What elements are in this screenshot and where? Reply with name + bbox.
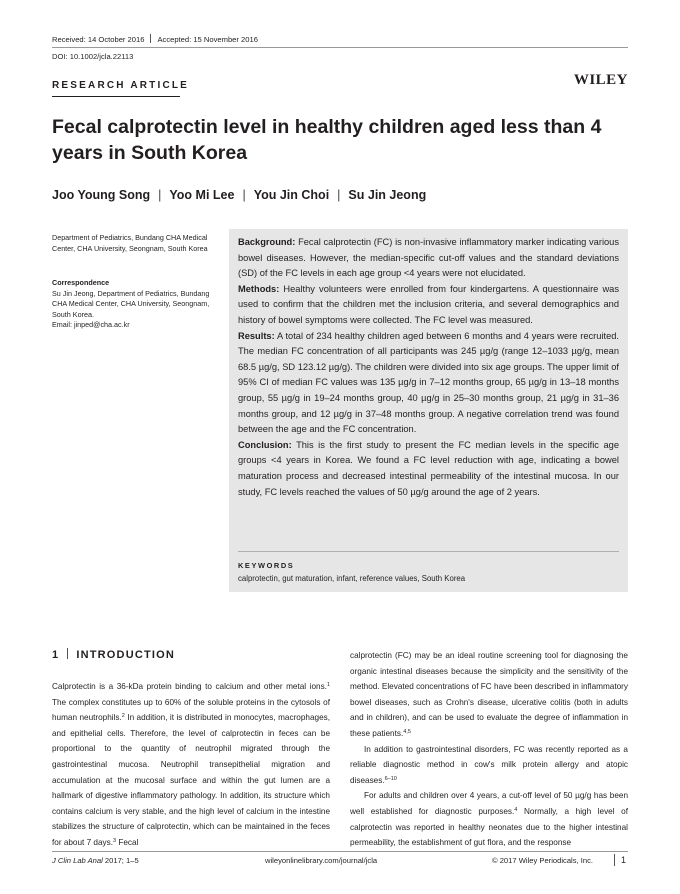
author: You Jin Choi — [253, 188, 330, 202]
article-dates — [52, 34, 258, 44]
author-separator: | — [158, 188, 162, 202]
abstract-results — [238, 329, 619, 438]
body-column-left — [52, 679, 330, 851]
citation: 1 — [326, 682, 330, 688]
header-rule — [52, 47, 628, 48]
citation: 6–10 — [384, 775, 397, 782]
doi: DOI: 10.1002/jcla.22113 — [52, 52, 134, 61]
background-text: Fecal calprotectin (FC) is non-invasive inflammatory marker indicating various bowel diseases. However, the median-specific cut-off values and the standard deviations (SD) of the FC levels in each age group <4 years were not elucidated. — [238, 237, 619, 279]
abstract-box — [229, 229, 628, 592]
author-list — [52, 188, 426, 202]
author: Joo Young Song — [52, 188, 151, 202]
results-text: A total of 234 healthy children aged between 6 months and 4 years were recruited. The median FC concentration of all participants was 245 µg/g (range 12–1033 µg/g, mean 68.5 µg/g, SD 123.12 µg/g). The children were divided into six age groups. The upper limit of 95% CI of median FC values was 135 µg/g in 7–12 months group, 65 µg/g in 13–18 months group, 55 µg/g in 19–24 months group, 40 µg/g in 25–30 months group, 21 µg/g in 31–36 months group, and 12 µg/g in 37–48 months group. A negative correlation trend was found between the age and the FC concentration. — [238, 330, 619, 435]
paragraph — [350, 788, 628, 850]
footer-rule — [52, 851, 628, 852]
section-heading — [52, 648, 175, 661]
text-run: For adults and children over 4 years, a cut-off level of 50 µg/g has been well established for diagnostic purposes. — [350, 791, 628, 816]
author: Yoo Mi Lee — [169, 188, 235, 202]
footer-citation — [52, 856, 139, 865]
text-run: Calprotectin is a 36-kDa protein binding to calcium and other metal ions. — [52, 682, 327, 691]
paragraph — [52, 679, 330, 851]
article-title: Fecal calprotectin level in healthy children aged less than 4 years in South Korea — [52, 116, 602, 164]
author-separator: | — [242, 188, 246, 202]
publisher-logo: WILEY — [573, 72, 628, 88]
text-run: calprotectin (FC) may be an ideal routine screening tool for diagnosing the organic intestinal diseases because the simplicity and the sensitivity of the method. Elevated concentrations of FC have been described in inflammatory bowel diseases, such as Crohn's disease, ulcerative colitis (both in adults and in children), and can be used to evaluate the degree of inflammation in these patients. — [350, 651, 628, 738]
abstract-conclusion — [238, 438, 619, 500]
citation: 2 — [121, 713, 125, 720]
correspondence-text: Su Jin Jeong, Department of Pediatrics, Bundang CHA Medical Center, CHA University, Seongnam, South Korea. — [52, 288, 210, 319]
methods-text: Healthy volunteers were enrolled from four kindergartens. A questionnaire was used to confirm that the children met the inclusion criteria, and several demographics and history of bowel symptoms were collected. The FC level was measured. — [238, 283, 619, 325]
citation-volume: 2017; 1–5 — [102, 856, 139, 865]
footer-separator — [614, 854, 615, 866]
conclusion-text: This is the first study to present the FC median levels in the specific age groups <4 years in Korea. We found a FC level reduction with age, indicating a bowel maturation process and decreased intestinal permeability of the intestinal mucosa. In our study, FC levels reached the values of 50 µg/g around the age of 2 years. — [238, 439, 619, 497]
abstract-background — [238, 235, 619, 282]
body-column-right — [350, 648, 628, 851]
journal-name: J Clin Lab Anal — [52, 856, 103, 865]
received-date: Received: 14 October 2016 — [52, 35, 145, 44]
methods-label: Methods: — [238, 283, 280, 294]
text-run: Fecal — [116, 837, 139, 847]
text-run: The complex constitutes up to 60% of the soluble proteins in the cytosols of human neutrophils. — [52, 697, 330, 723]
section-title: INTRODUCTION — [76, 649, 176, 661]
accepted-date: Accepted: 15 November 2016 — [157, 35, 258, 44]
meta-separator — [150, 34, 151, 43]
section-separator — [67, 648, 68, 659]
article-type-underline — [52, 96, 180, 97]
correspondence-email: Email: jinped@cha.ac.kr — [52, 320, 130, 330]
correspondence — [52, 278, 222, 331]
text-run: In addition, it is distributed in monocytes, macrophages, and epithelial cells. Therefore, the level of calprotectin in feces can be proportional to the quantity of neutrophil migrated through the gastrointestinal mucosa. Neutrophil transepithelial migration and accumulation at the mucosal surface and within the gut lumen are a hallmark of digestive inflammatory pathology. In addition, its structure which contains calcium is very stable, and the high level of calcium in the intestine stabilizes the structure of calprotectin, which can be maintained in the feces for about 7 days. — [52, 713, 330, 847]
citation: 3 — [113, 837, 117, 844]
conclusion-label: Conclusion: — [238, 439, 292, 450]
text-run: In addition to gastrointestinal disorders, FC was recently reported as a reliable diagnostic method in cow's milk protein allergy and atopic diseases. — [350, 744, 628, 785]
abstract-methods — [238, 282, 619, 329]
citation: 4 — [514, 806, 518, 813]
keywords-divider — [238, 551, 619, 552]
author: Su Jin Jeong — [348, 188, 427, 202]
paragraph — [350, 648, 628, 742]
background-label: Background: — [238, 237, 296, 247]
correspondence-label: Correspondence — [52, 278, 110, 287]
paragraph — [350, 742, 628, 789]
article-type: RESEARCH ARTICLE — [52, 80, 190, 91]
keywords-title: KEYWORDS — [238, 561, 295, 570]
copyright: © 2017 Wiley Periodicals, Inc. — [492, 856, 593, 865]
affiliation: Department of Pediatrics, Bundang CHA Medical Center, CHA University, Seongnam, South Korea — [52, 233, 208, 253]
section-number: 1 — [52, 649, 60, 661]
keywords-list: calprotectin, gut maturation, infant, reference values, South Korea — [238, 574, 466, 583]
results-label: Results: — [238, 330, 275, 341]
citation: 4,5 — [403, 728, 411, 735]
journal-url[interactable]: wileyonlinelibrary.com/journal/jcla — [265, 856, 378, 865]
page-number: 1 — [621, 855, 627, 865]
author-separator: | — [337, 188, 341, 202]
text-run: Normally, a high level of calprotectin was reported in healthy neonates due to the higher intestinal permeability, the establishment of gut flora, and the response — [350, 806, 628, 848]
